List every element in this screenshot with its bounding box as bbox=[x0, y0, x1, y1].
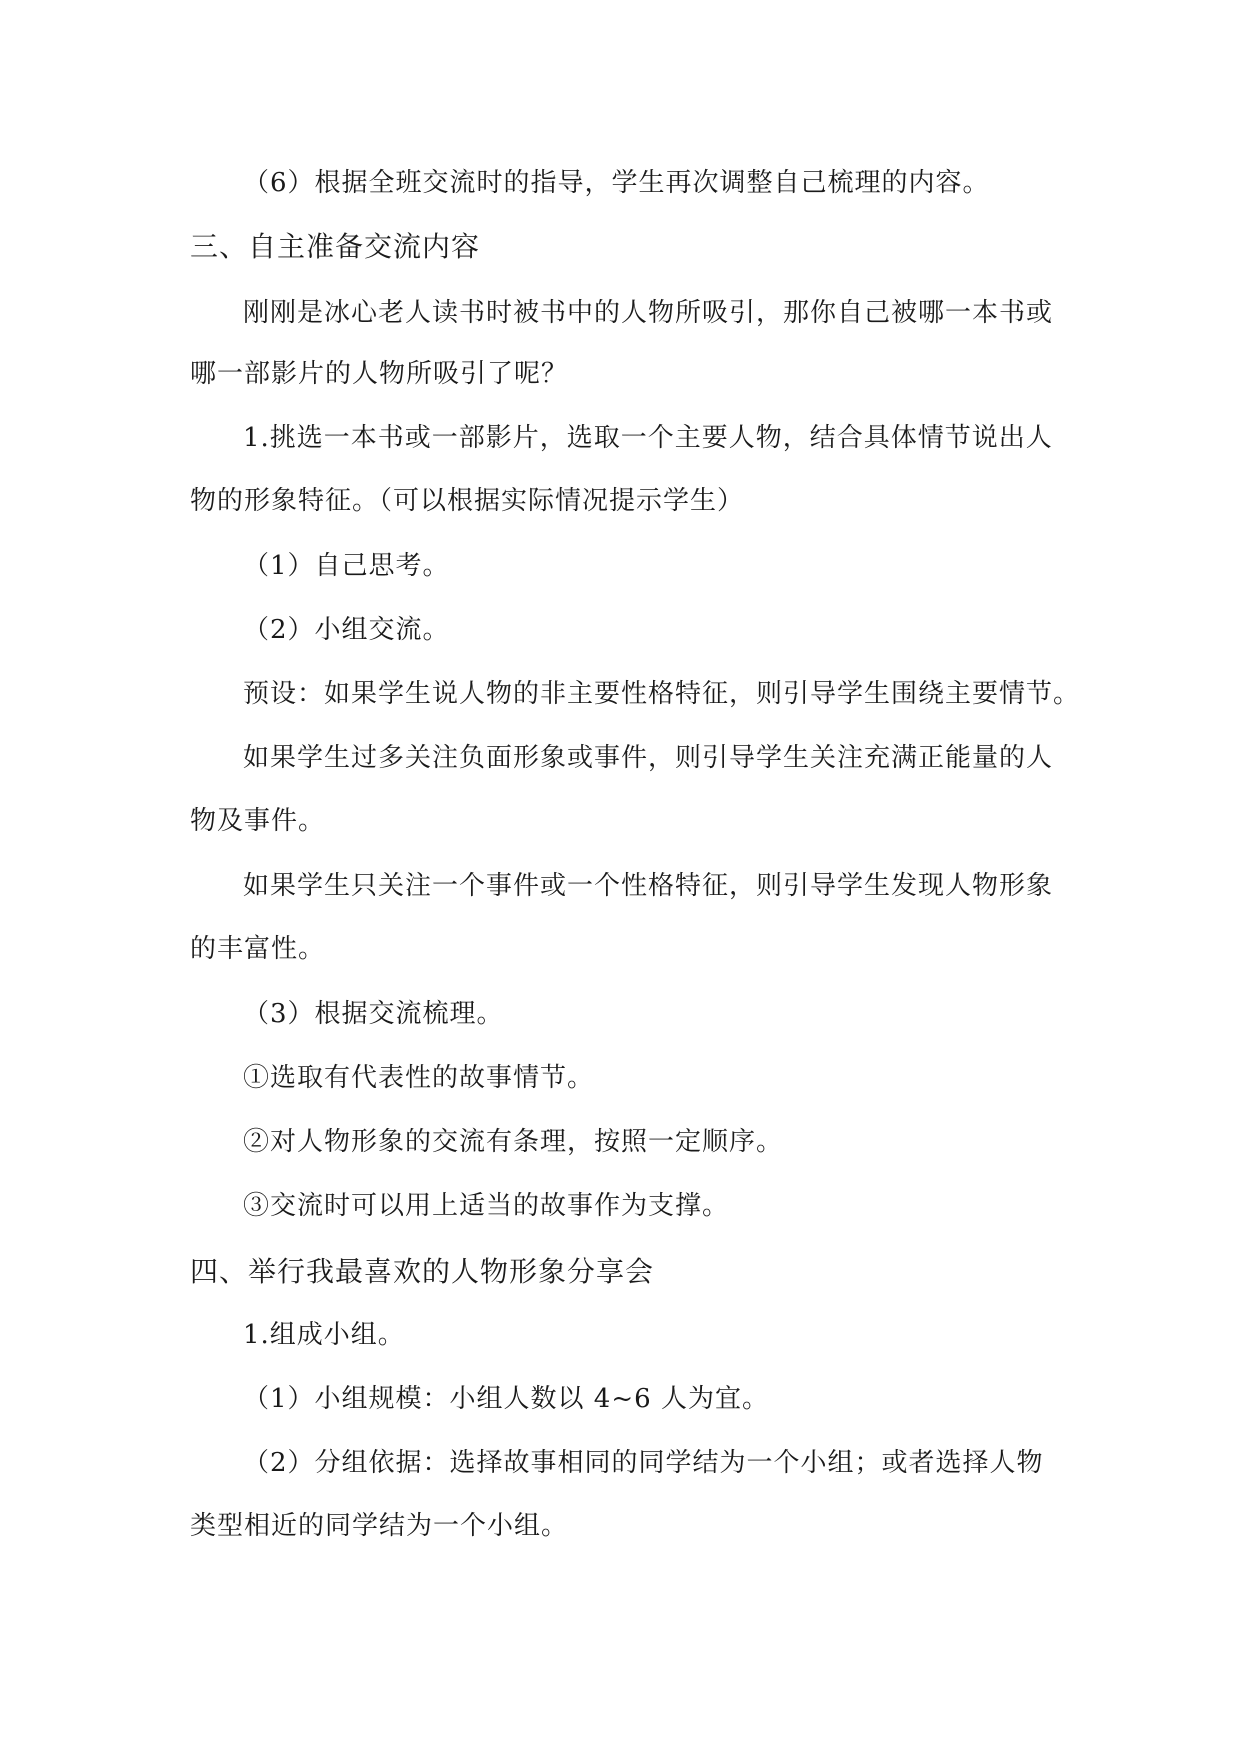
paragraph-line: 的丰富性。 bbox=[190, 934, 326, 964]
paragraph-line: 如果学生过多关注负面形象或事件，则引导学生关注充满正能量的人 bbox=[243, 743, 1054, 773]
paragraph-line: （6）根据全班交流时的指导，学生再次调整自己梳理的内容。 bbox=[243, 168, 990, 198]
list-item: （3）根据交流梳理。 bbox=[243, 999, 504, 1029]
paragraph-line: 如果学生只关注一个事件或一个性格特征，则引导学生发现人物形象 bbox=[243, 871, 1054, 901]
section-heading-4: 四、举行我最喜欢的人物形象分享会 bbox=[190, 1255, 655, 1288]
paragraph-line: 刚刚是冰心老人读书时被书中的人物所吸引，那你自己被哪一本书或 bbox=[243, 298, 1054, 328]
paragraph-line: （2）分组依据：选择故事相同的同学结为一个小组；或者选择人物 bbox=[243, 1448, 1044, 1478]
paragraph-line: 1.挑选一本书或一部影片，选取一个主要人物，结合具体情节说出人 bbox=[243, 423, 1053, 453]
paragraph-line: 预设：如果学生说人物的非主要性格特征，则引导学生围绕主要情节。 bbox=[243, 679, 1081, 709]
list-item: ②对人物形象的交流有条理，按照一定顺序。 bbox=[243, 1127, 784, 1157]
list-item: （1）小组规模：小组人数以 4~6 人为宜。 bbox=[243, 1384, 769, 1414]
section-heading-3: 三、自主准备交流内容 bbox=[190, 230, 481, 263]
list-item: ①选取有代表性的故事情节。 bbox=[243, 1063, 595, 1093]
list-item: （1）自己思考。 bbox=[243, 551, 450, 581]
list-item: ③交流时可以用上适当的故事作为支撑。 bbox=[243, 1191, 730, 1221]
list-item: （2）小组交流。 bbox=[243, 615, 450, 645]
paragraph-line: 哪一部影片的人物所吸引了呢？ bbox=[190, 359, 569, 389]
paragraph-line: 物的形象特征。（可以根据实际情况提示学生） bbox=[190, 486, 745, 516]
list-item: 1.组成小组。 bbox=[243, 1320, 405, 1350]
paragraph-line: 类型相近的同学结为一个小组。 bbox=[190, 1511, 569, 1541]
paragraph-line: 物及事件。 bbox=[190, 806, 326, 836]
